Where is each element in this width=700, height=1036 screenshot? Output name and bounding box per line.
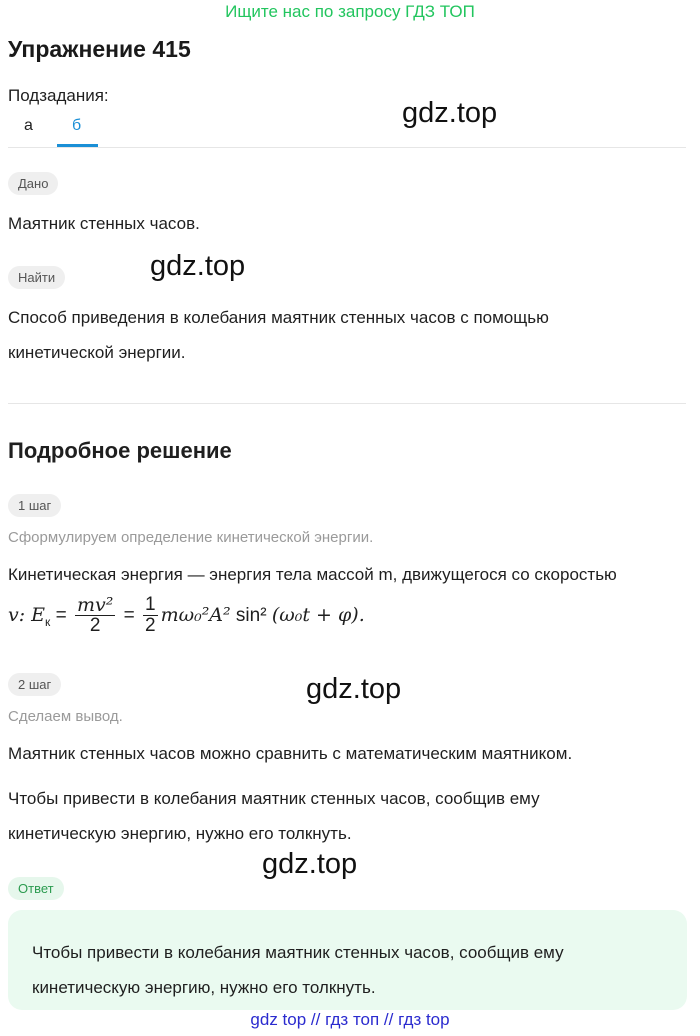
- fraction-one-half: $\frac{1}{2}$: [144, 594, 156, 637]
- watermark: gdz.top: [150, 250, 246, 282]
- solution-title: Подробное решение: [8, 438, 232, 463]
- watermark: gdz.top: [262, 848, 358, 880]
- formula-prefix: v: E: [8, 604, 46, 626]
- answer-text-line: кинетическую энергию, нужно его толкнуть.: [32, 978, 376, 997]
- find-badge: Найти: [8, 266, 65, 289]
- step2-text-line: Маятник стенных часов можно сравнить с математическим маятником.: [8, 744, 573, 763]
- fraction-mv2-over-2: $\frac{\text{mv²}}{2}$: [76, 594, 114, 637]
- tab-a[interactable]: а: [24, 117, 33, 134]
- tab-b[interactable]: б: [72, 117, 82, 134]
- watermark: gdz.top: [306, 673, 402, 705]
- subtasks-label: Подзадания:: [8, 86, 109, 105]
- footer-links[interactable]: gdz top // гдз топ // гдз top: [250, 1010, 450, 1029]
- answer-badge: Ответ: [8, 877, 64, 900]
- step2-text-line: Чтобы привести в колебания маятник стенных часов, сообщив ему: [8, 789, 540, 808]
- divider: [8, 147, 686, 148]
- divider: [8, 403, 686, 404]
- answer-text-line: Чтобы привести в колебания маятник стенных часов, сообщив ему: [32, 943, 564, 962]
- page-title: Упражнение 415: [8, 36, 191, 62]
- step2-text-line: кинетическую энергию, нужно его толкнуть.: [8, 824, 352, 843]
- given-text: Маятник стенных часов.: [8, 214, 200, 233]
- formula-argument: (ω₀t + φ).: [271, 604, 365, 626]
- find-text-line: кинетической энергии.: [8, 343, 186, 362]
- kinetic-energy-formula: v: $E_к$ = $\frac{\text{mv²}}{2}$ = $\frac{1}{2}$ mω₀²A² sin² (ω₀t + φ).: [8, 594, 365, 637]
- step1-badge: 1 шаг: [8, 494, 61, 517]
- top-banner: Ищите нас по запросу ГДЗ ТОП: [225, 2, 475, 21]
- step1-text-line: Кинетическая энергия — энергия тела массой m, движущегося со скоростью: [8, 565, 617, 584]
- step1-note: Сформулируем определение кинетической энергии.: [8, 529, 374, 546]
- find-text-line: Способ приведения в колебания маятник стенных часов с помощью: [8, 308, 549, 327]
- watermark: gdz.top: [402, 97, 498, 129]
- step2-note: Сделаем вывод.: [8, 708, 123, 725]
- step2-badge: 2 шаг: [8, 673, 61, 696]
- given-badge: Дано: [8, 172, 58, 195]
- formula-subscript: к: [45, 614, 51, 629]
